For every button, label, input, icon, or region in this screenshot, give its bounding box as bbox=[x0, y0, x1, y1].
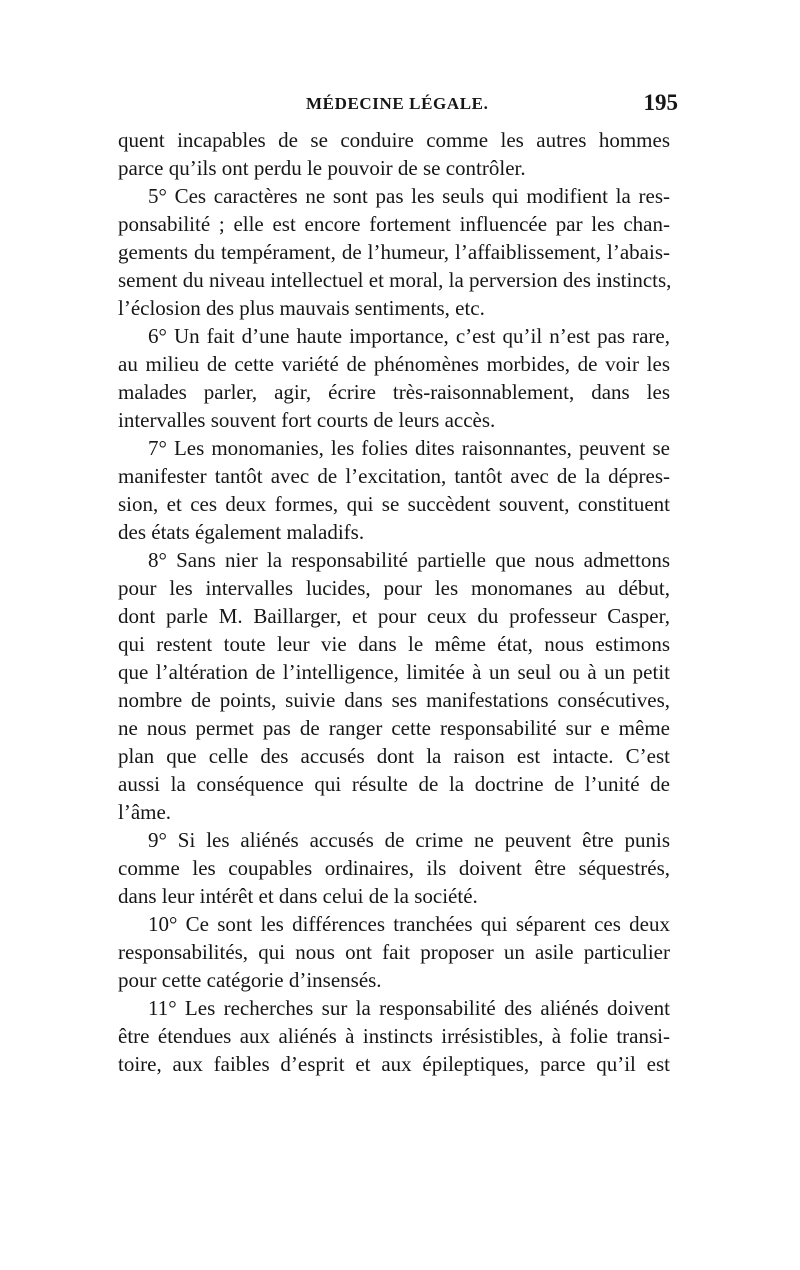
text-line: toire, aux faibles d’esprit et aux épileptiques, parce qu’il est bbox=[118, 1052, 670, 1076]
text-line: manifester tantôt avec de l’excitation, tantôt avec de la dépres- bbox=[118, 464, 670, 488]
text-line: dont parle M. Baillarger, et pour ceux du professeur Casper, bbox=[118, 604, 670, 628]
page-number: 195 bbox=[643, 90, 678, 115]
text-line: comme les coupables ordinaires, ils doivent être séquestrés, bbox=[118, 856, 670, 880]
text-line: malades parler, agir, écrire très-raisonnablement, dans les bbox=[118, 380, 670, 404]
text-line: aussi la conséquence qui résulte de la doctrine de l’unité de bbox=[118, 772, 670, 796]
text-line: l’âme. bbox=[118, 800, 172, 824]
text-line: 6° Un fait d’une haute importance, c’est qu’il n’est pas rare, bbox=[148, 324, 670, 348]
page-header bbox=[118, 92, 678, 122]
text-line: sion, et ces deux formes, qui se succèdent souvent, constituent bbox=[118, 492, 670, 516]
text-line: dans leur intérêt et dans celui de la société. bbox=[118, 884, 478, 908]
text-line: au milieu de cette variété de phénomènes morbides, de voir les bbox=[118, 352, 670, 376]
text-line: qui restent toute leur vie dans le même état, nous estimons bbox=[118, 632, 670, 656]
text-line: 9° Si les aliénés accusés de crime ne peuvent être punis bbox=[148, 828, 670, 852]
text-line: ne nous permet pas de ranger cette responsabilité sur e même bbox=[118, 716, 670, 740]
body-text bbox=[118, 126, 670, 1106]
text-line: des états également maladifs. bbox=[118, 520, 365, 544]
text-line: 11° Les recherches sur la responsabilité des aliénés doivent bbox=[148, 996, 670, 1020]
text-line: être étendues aux aliénés à instincts irrésistibles, à folie transi- bbox=[118, 1024, 670, 1048]
text-line: intervalles souvent fort courts de leurs accès. bbox=[118, 408, 496, 432]
text-line: 5° Ces caractères ne sont pas les seuls qui modifient la res- bbox=[148, 184, 670, 208]
text-line: plan que celle des accusés dont la raison est intacte. C’est bbox=[118, 744, 670, 768]
text-line: pour cette catégorie d’insensés. bbox=[118, 968, 382, 992]
text-line: sement du niveau intellectuel et moral, la perversion des instincts, bbox=[118, 268, 672, 292]
text-line: pour les intervalles lucides, pour les monomanes au début, bbox=[118, 576, 670, 600]
text-line: nombre de points, suivie dans ses manifestations consécutives, bbox=[118, 688, 670, 712]
text-line: l’éclosion des plus mauvais sentiments, etc. bbox=[118, 296, 485, 320]
text-line: parce qu’ils ont perdu le pouvoir de se contrôler. bbox=[118, 156, 526, 180]
text-line: 8° Sans nier la responsabilité partielle que nous admettons bbox=[148, 548, 670, 572]
text-line: 10° Ce sont les différences tranchées qui séparent ces deux bbox=[148, 912, 670, 936]
text-line: ponsabilité ; elle est encore fortement influencée par les chan- bbox=[118, 212, 670, 236]
text-line: responsabilités, qui nous ont fait proposer un asile particulier bbox=[118, 940, 670, 964]
text-line: 7° Les monomanies, les folies dites raisonnantes, peuvent se bbox=[148, 436, 670, 460]
text-line: gements du tempérament, de l’humeur, l’affaiblissement, l’abais- bbox=[118, 240, 670, 264]
text-line: que l’altération de l’intelligence, limitée à un seul ou à un petit bbox=[118, 660, 670, 684]
running-title: MÉDECINE LÉGALE. bbox=[306, 94, 489, 113]
text-line: quent incapables de se conduire comme les autres hommes bbox=[118, 128, 670, 152]
